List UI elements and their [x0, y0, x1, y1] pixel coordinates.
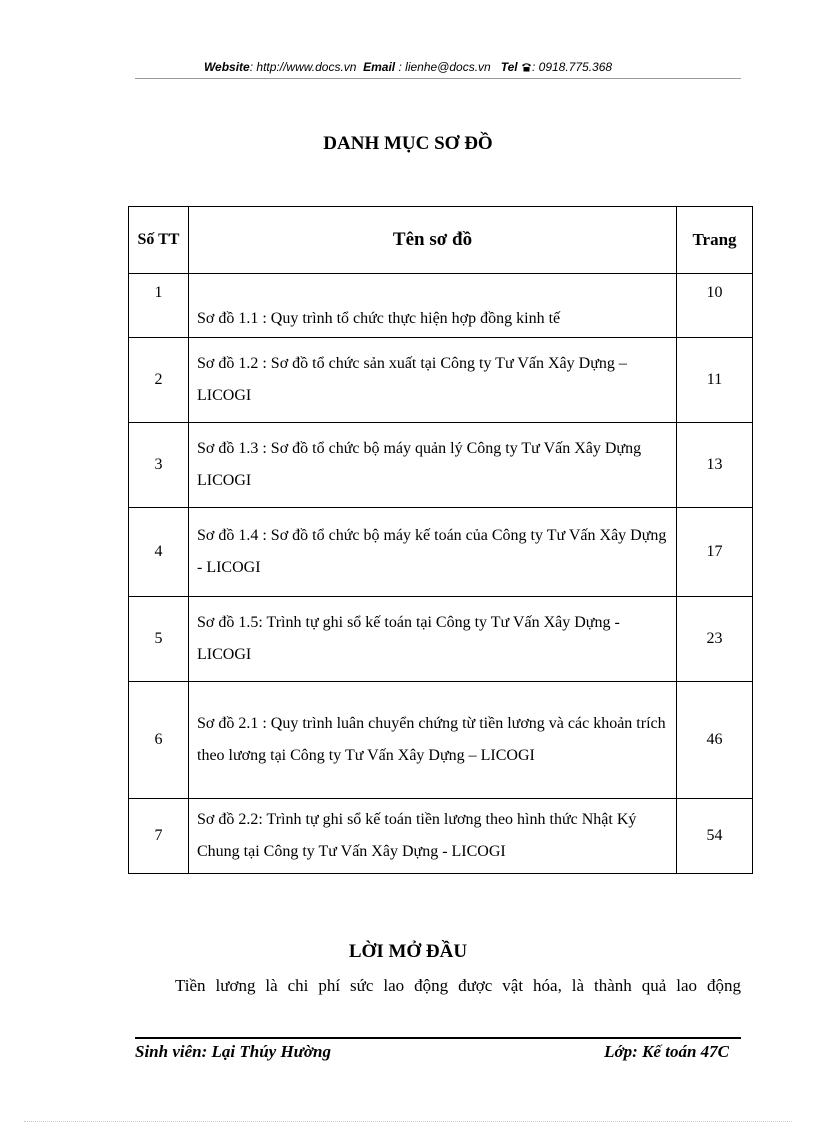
- row-name: Sơ đồ 1.3 : Sơ đồ tổ chức bộ máy quản lý Công ty Tư Vấn Xây Dựng LICOGI: [189, 423, 677, 508]
- page-title: DANH MỤC SƠ ĐỒ: [323, 133, 493, 154]
- row-number: 7: [129, 799, 189, 874]
- row-name: Sơ đồ 1.2 : Sơ đồ tổ chức sản xuất tại Công ty Tư Vấn Xây Dựng – LICOGI: [189, 338, 677, 423]
- row-number: 2: [129, 338, 189, 423]
- row-page: 54: [677, 799, 753, 874]
- table-row: [129, 423, 753, 508]
- table-row: [129, 274, 753, 338]
- table-row: [129, 682, 753, 799]
- header-divider: [135, 78, 741, 79]
- row-page: 10: [677, 274, 753, 338]
- email-label: Email: [363, 60, 396, 74]
- row-number: 3: [129, 423, 189, 508]
- row-page: 13: [677, 423, 753, 508]
- header-number: Số TT: [129, 207, 189, 274]
- website-label: Website: [203, 60, 250, 74]
- row-name: Sơ đồ 2.1 : Quy trình luân chuyển chứng từ tiền lương và các khoản trích theo lương tại Công ty Tư Vấn Xây Dựng – LICOGI: [189, 682, 677, 799]
- email-value: : lienhe@docs.vn: [398, 60, 491, 74]
- row-number: 6: [129, 682, 189, 799]
- row-page: 11: [677, 338, 753, 423]
- row-name: Sơ đồ 1.5: Trình tự ghi sổ kế toán tại Công ty Tư Vấn Xây Dựng - LICOGI: [189, 597, 677, 682]
- footer-divider: [135, 1037, 741, 1039]
- row-number: 5: [129, 597, 189, 682]
- row-name: Sơ đồ 2.2: Trình tự ghi sổ kế toán tiền lương theo hình thức Nhật Ký Chung tại Công ty Tư Vấn Xây Dựng - LICOGI: [189, 799, 677, 874]
- header-page: Trang: [677, 207, 753, 274]
- table-row: [129, 597, 753, 682]
- intro-paragraph: Tiền lương là chi phí sức lao động được vật hóa, là thành quả lao động: [175, 976, 741, 995]
- row-name: Sơ đồ 1.4 : Sơ đồ tổ chức bộ máy kế toán của Công ty Tư Vấn Xây Dựng - LICOGI: [189, 508, 677, 597]
- page-header: [0, 60, 816, 74]
- row-page: 17: [677, 508, 753, 597]
- row-number: 4: [129, 508, 189, 597]
- table-row: [129, 338, 753, 423]
- header-name: Tên sơ đồ: [189, 207, 677, 274]
- website-value: : http://www.docs.vn: [249, 60, 357, 74]
- row-page: 23: [677, 597, 753, 682]
- phone-icon: [521, 62, 532, 72]
- footer-student: Sinh viên: Lại Thúy Hường: [135, 1042, 331, 1061]
- row-page: 46: [677, 682, 753, 799]
- tel-value: : 0918.775.368: [531, 60, 613, 74]
- tel-label: Tel: [500, 60, 518, 74]
- table-header-row: [129, 207, 753, 274]
- row-number: 1: [129, 274, 189, 338]
- page-bottom-divider: [24, 1121, 792, 1122]
- table-row: [129, 508, 753, 597]
- diagram-list-table: [128, 206, 753, 874]
- table-row: [129, 799, 753, 874]
- row-name: Sơ đồ 1.1 : Quy trình tổ chức thực hiện hợp đồng kinh tế: [189, 274, 677, 338]
- footer-class: Lớp: Kế toán 47C: [604, 1042, 729, 1061]
- intro-title: LỜI MỞ ĐẦU: [348, 941, 468, 962]
